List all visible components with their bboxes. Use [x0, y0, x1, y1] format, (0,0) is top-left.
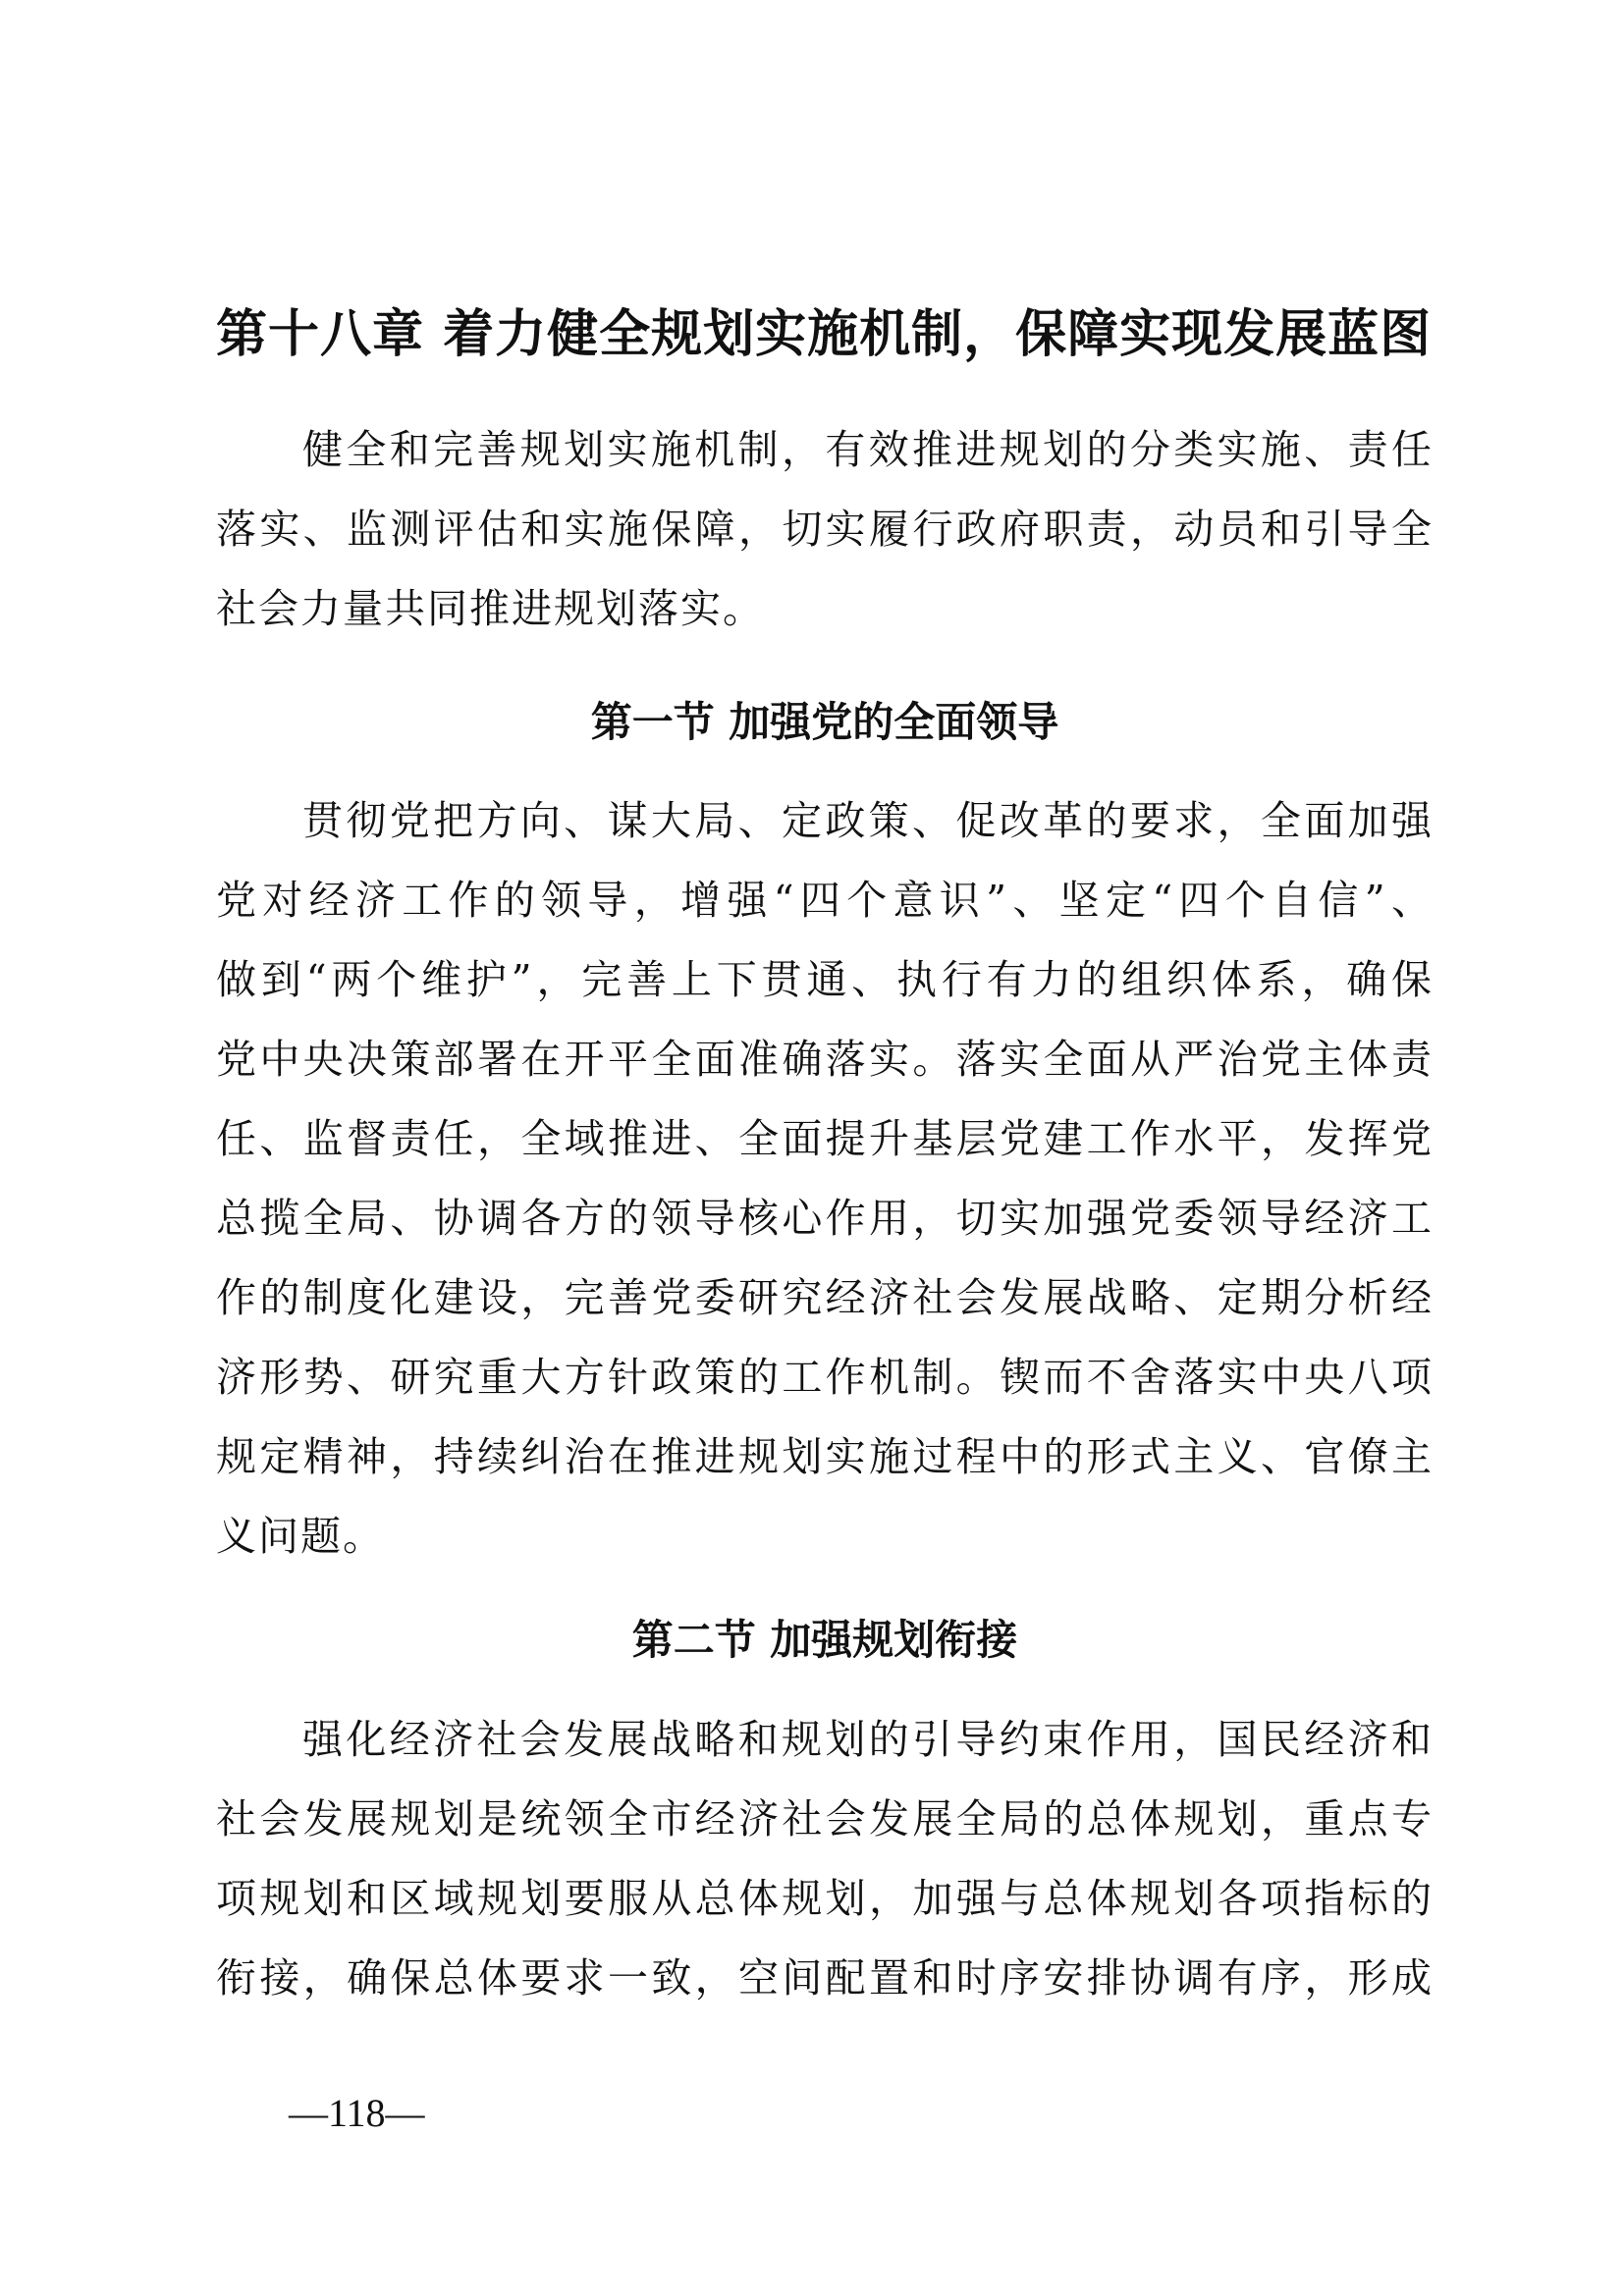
paragraph-line: 任、监督责任，全域推进、全面提升基层党建工作水平，发挥党 — [216, 1115, 1434, 1162]
paragraph-line: 衔接，确保总体要求一致，空间配置和时序安排协调有序，形成 — [216, 1954, 1434, 2002]
section-1-title: 第一节 加强党的全面领导 — [590, 698, 1059, 746]
paragraph-line: 规定精神，持续纠治在推进规划实施过程中的形式主义、官僚主 — [216, 1433, 1434, 1480]
section-1-paragraph — [216, 781, 1434, 1576]
page-number: —118— — [289, 2091, 425, 2135]
paragraph-line: 项规划和区域规划要服从总体规划，加强与总体规划各项指标的 — [216, 1875, 1434, 1922]
chapter-title: 第十八章 着力健全规划实施机制，保障实现发展蓝图 — [216, 305, 1433, 364]
paragraph-line: 落实、监测评估和实施保障，切实履行政府职责，动员和引导全 — [216, 506, 1434, 553]
paragraph-line: 党对经济工作的领导，增强“四个意识”、坚定“四个自信”、 — [216, 877, 1434, 924]
paragraph-line: 做到“两个维护”，完善上下贯通、执行有力的组织体系，确保 — [216, 956, 1434, 1003]
paragraph-line: 贯彻党把方向、谋大局、定政策、促改革的要求，全面加强 — [302, 797, 1434, 844]
paragraph-line: 作的制度化建设，完善党委研究经济社会发展战略、定期分析经 — [216, 1274, 1434, 1321]
paragraph-line: 社会发展规划是统领全市经济社会发展全局的总体规划，重点专 — [216, 1795, 1434, 1842]
section-2-title: 第二节 加强规划衔接 — [631, 1616, 1018, 1664]
paragraph-line: 济形势、研究重大方针政策的工作机制。锲而不舍落实中央八项 — [216, 1354, 1434, 1401]
paragraph-line: 健全和完善规划实施机制，有效推进规划的分类实施、责任 — [302, 426, 1434, 473]
paragraph-line: 义问题。 — [216, 1513, 385, 1560]
paragraph-line: 总揽全局、协调各方的领导核心作用，切实加强党委领导经济工 — [216, 1195, 1434, 1242]
paragraph-line: 强化经济社会发展战略和规划的引导约束作用，国民经济和 — [302, 1716, 1434, 1763]
intro-paragraph — [216, 410, 1434, 649]
section-2-paragraph — [216, 1700, 1434, 2018]
paragraph-line: 社会力量共同推进规划落实。 — [216, 585, 765, 632]
paragraph-line: 党中央决策部署在开平全面准确落实。落实全面从严治党主体责 — [216, 1036, 1434, 1083]
